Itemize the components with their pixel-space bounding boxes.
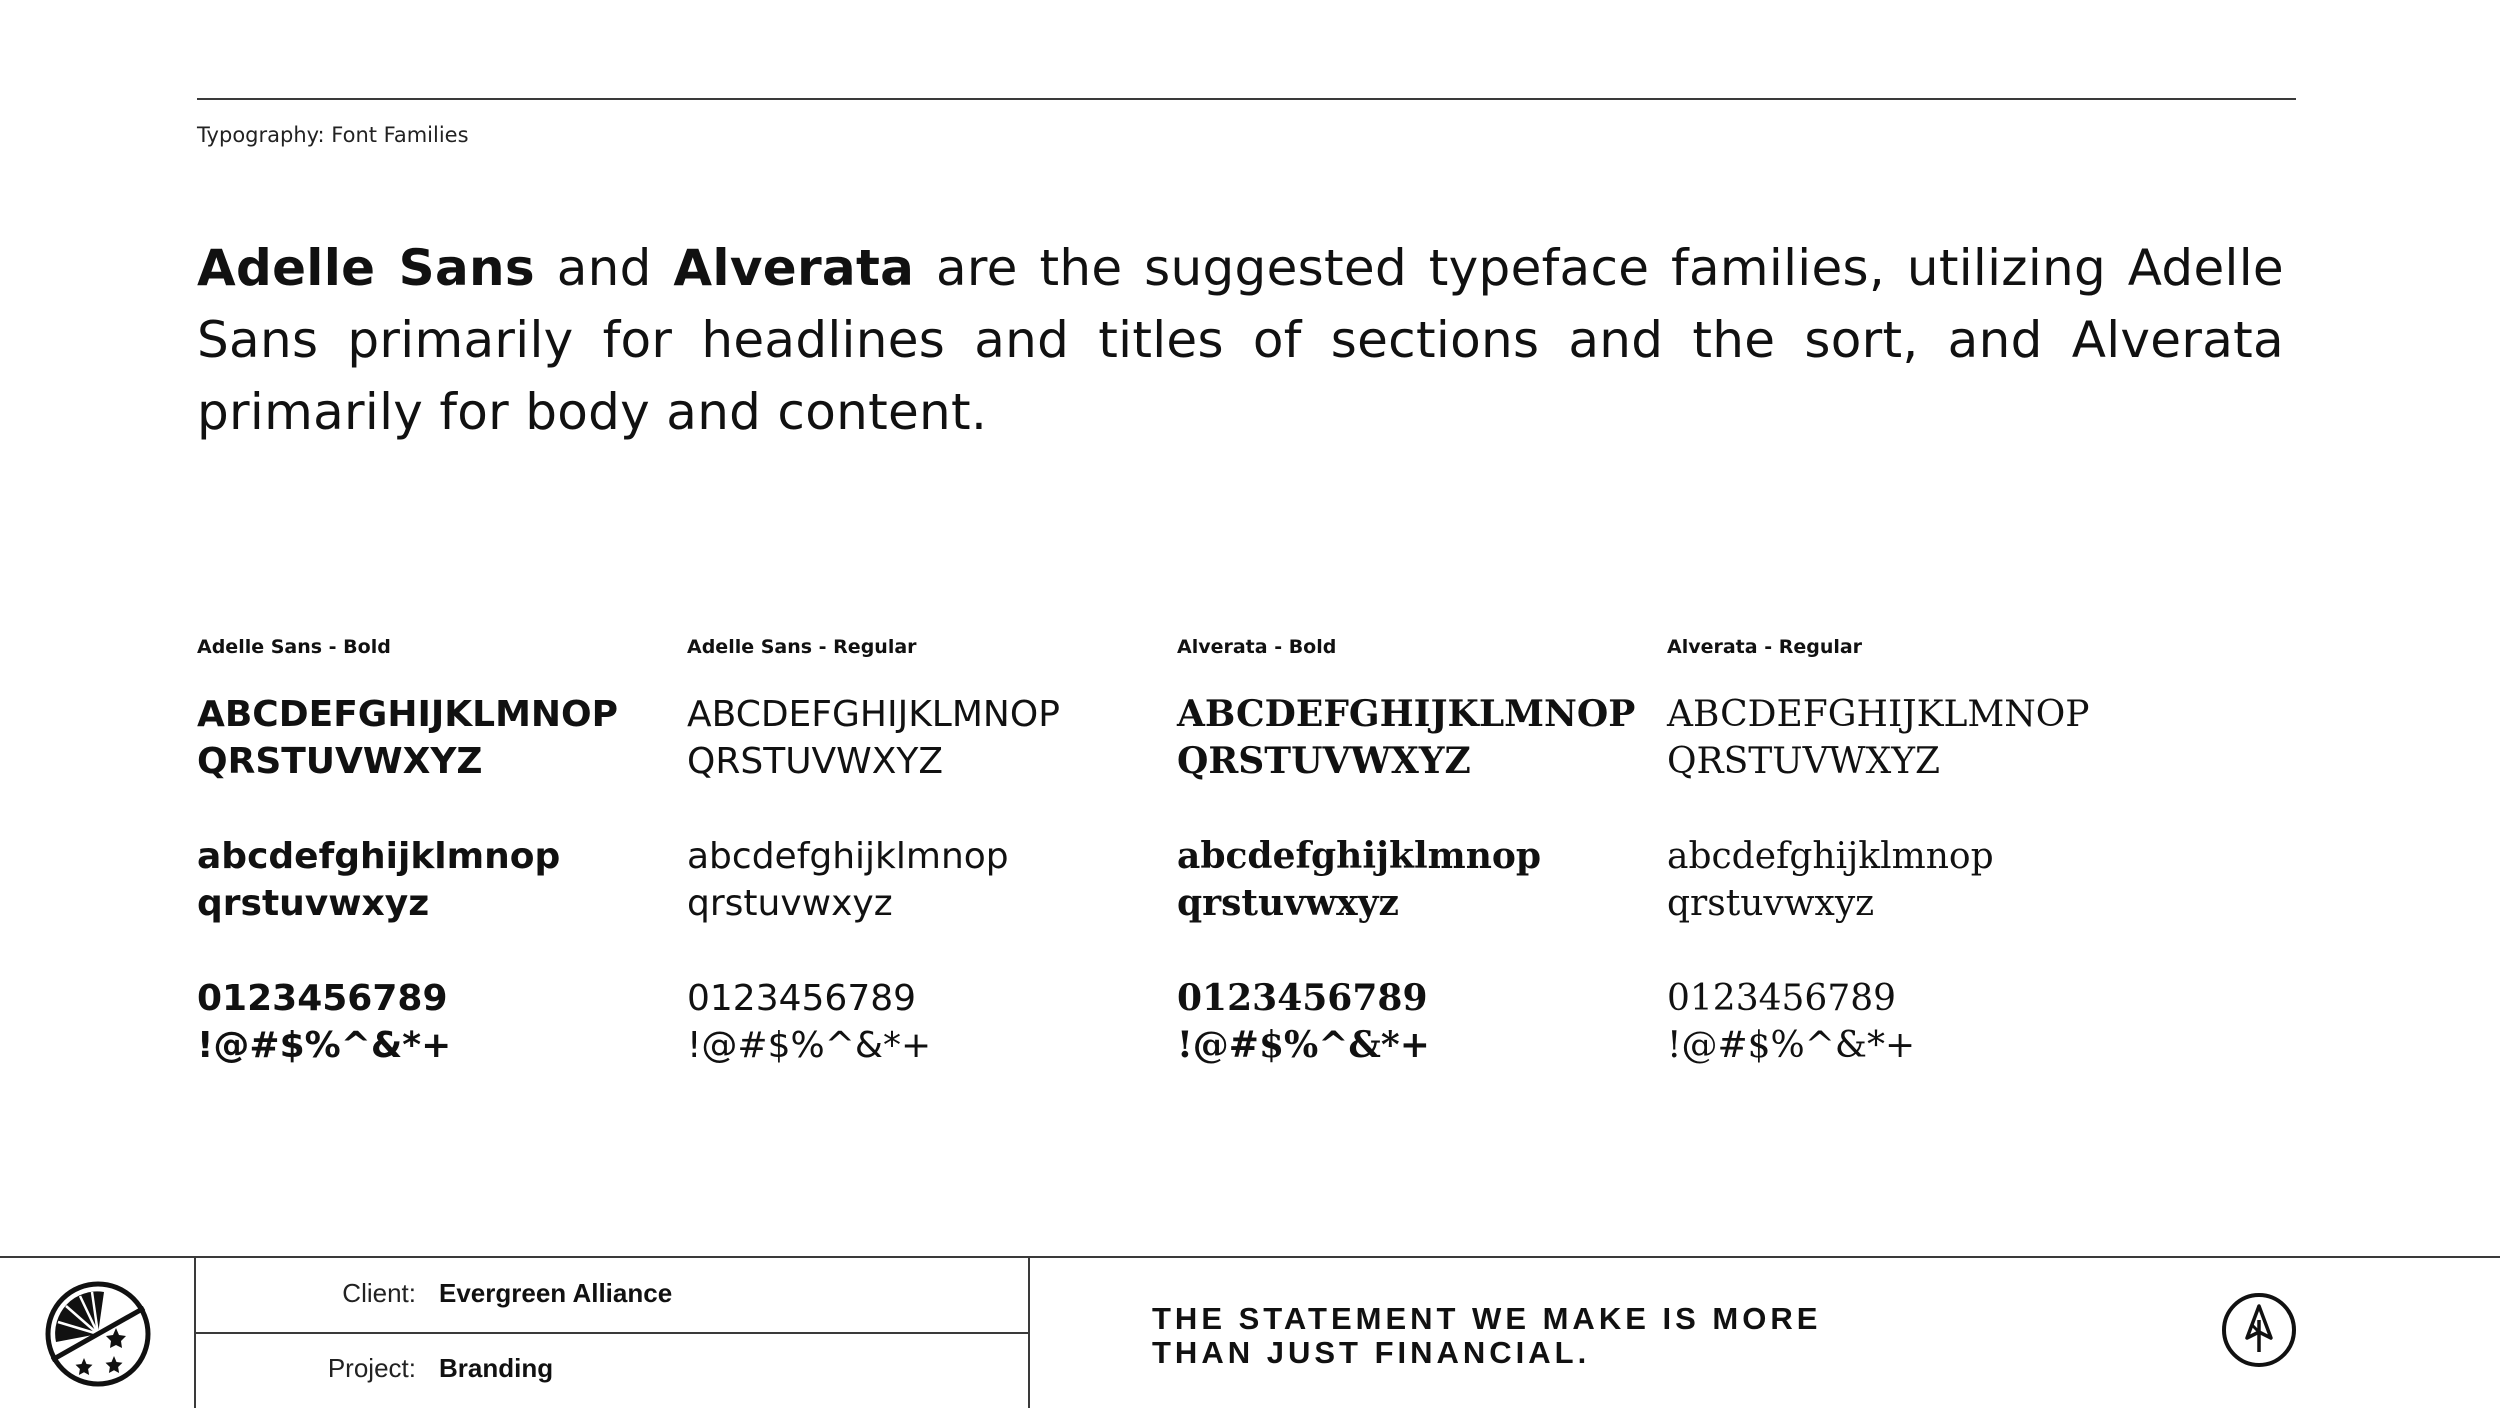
specimen-uppercase-line-1: ABCDEFGHIJKLMNOP [1667, 694, 2090, 735]
project-label: Project: [327, 1353, 416, 1383]
specimen-digits: 0123456789 [1177, 977, 1428, 1019]
specimen-lowercase-line-2: qrstuvwxyz [687, 883, 893, 924]
specimen-symbols: !@#$%^&*+ [1667, 1025, 1916, 1066]
specimen-digits: 0123456789 [197, 978, 448, 1019]
specimen-alverata-regular [1667, 636, 2137, 1069]
specimen-uppercase-line-1: ABCDEFGHIJKLMNOP [1177, 693, 1636, 735]
footer-divider [1028, 1258, 1030, 1408]
tagline-statement [1152, 1302, 1852, 1370]
tagline-line-1: THE STATEMENT WE MAKE IS MORE [1152, 1301, 1822, 1336]
specimen-uppercase-line-1: ABCDEFGHIJKLMNOP [687, 694, 1060, 735]
specimen-title: Adelle Sans - Bold [197, 636, 391, 658]
specimen-title: Alverata - Regular [1667, 636, 1863, 658]
specimen-uppercase-line-2: QRSTUVWXYZ [1177, 740, 1471, 782]
intro-font2: Alverata [673, 239, 915, 297]
specimen-title: Alverata - Bold [1177, 636, 1337, 658]
footer-divider [196, 1332, 1028, 1334]
specimen-lowercase-line-1: abcdefghijklmnop [1667, 836, 1994, 877]
specimen-uppercase-line-2: QRSTUVWXYZ [1667, 741, 1941, 782]
intro-font1: Adelle Sans [197, 239, 535, 297]
specimen-alverata-bold [1177, 636, 1647, 1069]
specimen-adelle-sans-bold [197, 636, 667, 1069]
specimen-uppercase-line-2: QRSTUVWXYZ [687, 741, 944, 782]
specimen-symbols: !@#$%^&*+ [197, 1025, 452, 1066]
specimen-digits: 0123456789 [1667, 978, 1897, 1019]
tree-mark-icon [2221, 1292, 2297, 1368]
specimen-lowercase-line-2: qrstuvwxyz [1177, 882, 1399, 924]
specimen-adelle-sans-regular [687, 636, 1157, 1069]
specimen-symbols: !@#$%^&*+ [1177, 1024, 1430, 1066]
top-rule [197, 98, 2296, 100]
specimen-digits: 0123456789 [687, 978, 917, 1019]
specimen-lowercase-line-1: abcdefghijklmnop [197, 836, 561, 877]
specimen-lowercase-line-1: abcdefghijklmnop [1177, 835, 1542, 877]
specimen-lowercase-line-2: qrstuvwxyz [197, 883, 430, 924]
specimen-lowercase-line-2: qrstuvwxyz [1667, 883, 1875, 924]
intro-and: and [556, 239, 652, 297]
specimen-symbols: !@#$%^&*+ [687, 1025, 932, 1066]
specimen-uppercase-line-1: ABCDEFGHIJKLMNOP [197, 694, 619, 735]
specimen-uppercase-line-2: QRSTUVWXYZ [197, 741, 483, 782]
tagline-line-2: THAN JUST FINANCIAL. [1152, 1335, 1591, 1370]
specimen-lowercase-line-1: abcdefghijklmnop [687, 836, 1009, 877]
client-value: Evergreen Alliance [439, 1278, 673, 1308]
section-label: Typography: Font Families [197, 123, 469, 147]
footer [0, 1256, 2500, 1408]
specimen-title: Adelle Sans - Regular [687, 636, 917, 658]
client-label: Client: [342, 1278, 416, 1308]
project-value: Branding [439, 1353, 554, 1383]
sun-stars-logo-icon [44, 1280, 152, 1388]
intro-rest: are the suggested typeface families, utilizing Adelle Sans primarily for headlines and titles of sections and the sort, and Alverata primarily for body and content. [197, 239, 2284, 441]
intro-paragraph [197, 232, 2284, 448]
